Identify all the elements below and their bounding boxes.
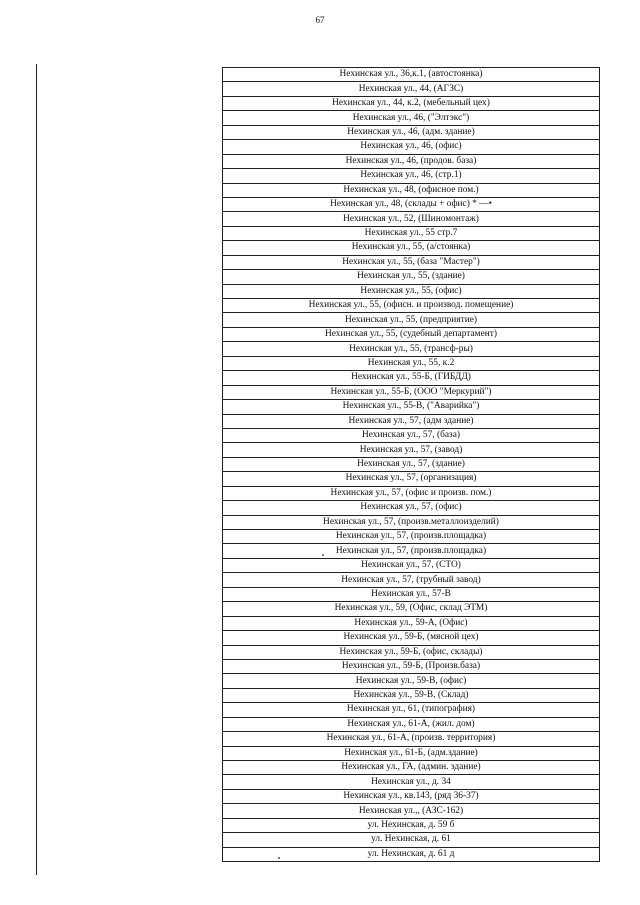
table-row: [223, 573, 600, 587]
table-row: [223, 833, 600, 847]
table-row: [223, 299, 600, 313]
scan-speck: [322, 554, 324, 556]
address-cell: Нехинская ул., 46, ("Элтэкс"): [223, 111, 600, 125]
table-row: [223, 515, 600, 529]
address-cell: Нехинская ул., 57, (произв.площадка): [223, 530, 600, 544]
address-cell: Нехинская ул., ГА, (админ. здание): [223, 761, 600, 775]
table-row: [223, 385, 600, 399]
table-row: [223, 631, 600, 645]
table-row: [223, 761, 600, 775]
address-cell: Нехинская ул., 57, (организация): [223, 472, 600, 486]
table-row: [223, 140, 600, 154]
left-margin-line: [36, 64, 37, 875]
table-row: [223, 645, 600, 659]
table-row: [223, 82, 600, 96]
table-row: [223, 342, 600, 356]
address-cell: Нехинская ул., 55, (здание): [223, 270, 600, 284]
table-row: [223, 125, 600, 139]
table-row: [223, 501, 600, 515]
table-row: [223, 154, 600, 168]
address-cell: Нехинская ул., 55, (судебный департамент): [223, 327, 600, 341]
table-row: [223, 241, 600, 255]
table-row: [223, 789, 600, 803]
address-cell: Нехинская ул., 55, к.2: [223, 356, 600, 370]
address-cell: Нехинская ул., кв.143, (ряд 36-37): [223, 789, 600, 803]
address-cell: Нехинская ул., 59, (Офис, склад ЭТМ): [223, 602, 600, 616]
table-row: [223, 530, 600, 544]
table-row: [223, 587, 600, 601]
table-row: [223, 96, 600, 110]
address-cell: Нехинская ул., 57, (СТО): [223, 558, 600, 572]
address-cell: Нехинская ул., д. 34: [223, 775, 600, 789]
table-row: [223, 414, 600, 428]
address-cell: Нехинская ул., 61-А, (жил. дом): [223, 717, 600, 731]
table-row: [223, 313, 600, 327]
table-row: [223, 544, 600, 558]
address-cell: Нехинская ул., 57, (офис): [223, 501, 600, 515]
address-cell: Нехинская ул., 59-Б, (офис, склады): [223, 645, 600, 659]
address-cell: Нехинская ул., 44, (АГЗС): [223, 82, 600, 96]
address-cell: Нехинская ул., 61-А, (произв. территория): [223, 732, 600, 746]
table-row: [223, 68, 600, 82]
table-row: [223, 616, 600, 630]
address-cell: Нехинская ул., 48, (склады + офис) * —•: [223, 197, 600, 211]
table-row: [223, 356, 600, 370]
address-cell: Нехинская ул., 57, (произв.металлоизделий): [223, 515, 600, 529]
table-row: [223, 472, 600, 486]
table-row: [223, 400, 600, 414]
table-row: [223, 674, 600, 688]
table-row: [223, 212, 600, 226]
address-cell: Нехинская ул., 55, (а/стоянка): [223, 241, 600, 255]
address-cell: Нехинская ул.,, (АЗС-162): [223, 804, 600, 818]
address-table: [222, 67, 600, 862]
table-row: [223, 457, 600, 471]
address-cell: Нехинская ул., 55-Б, (ГИБДД): [223, 371, 600, 385]
table-row: [223, 659, 600, 673]
address-cell: Нехинская ул., 59-Б, (Произв.база): [223, 659, 600, 673]
table-row: [223, 169, 600, 183]
table-row: [223, 371, 600, 385]
table-row: [223, 486, 600, 500]
address-cell: Нехинская ул., 57, (офис и произв. пом.): [223, 486, 600, 500]
address-cell: Нехинская ул., 57, (база): [223, 428, 600, 442]
address-cell: Нехинская ул., 55, (трансф-ры): [223, 342, 600, 356]
address-cell: Нехинская ул., 55-В, ("Аварийка"): [223, 400, 600, 414]
address-table-body: [223, 68, 600, 862]
address-cell: Нехинская ул., 55, (предприятие): [223, 313, 600, 327]
table-row: [223, 111, 600, 125]
table-row: [223, 183, 600, 197]
table-row: [223, 270, 600, 284]
scan-speck: [278, 857, 280, 859]
address-cell: Нехинская ул., 44, к.2, (мебельный цех): [223, 96, 600, 110]
address-cell: Нехинская ул., 46, (офис): [223, 140, 600, 154]
page-number: 67: [315, 15, 325, 25]
address-cell: Нехинская ул., 55, (база "Мастер"): [223, 255, 600, 269]
address-cell: ул. Нехинская, д. 61 д: [223, 847, 600, 861]
table-row: [223, 847, 600, 861]
address-cell: Нехинская ул., 57, (произв.площадка): [223, 544, 600, 558]
address-cell: Нехинская ул., 57, (трубный завод): [223, 573, 600, 587]
address-cell: Нехинская ул., 48, (офисное пом.): [223, 183, 600, 197]
address-cell: Нехинская ул., 46, (адм. здание): [223, 125, 600, 139]
table-row: [223, 775, 600, 789]
address-cell: Нехинская ул., 57-В: [223, 587, 600, 601]
table-row: [223, 732, 600, 746]
address-cell: Нехинская ул., 52, (Шиномонтаж): [223, 212, 600, 226]
table-row: [223, 717, 600, 731]
address-cell: Нехинская ул., 57, (завод): [223, 443, 600, 457]
table-row: [223, 226, 600, 240]
table-row: [223, 558, 600, 572]
table-row: [223, 443, 600, 457]
address-cell: Нехинская ул., 59-Б, (мясной цех): [223, 631, 600, 645]
table-row: [223, 703, 600, 717]
table-row: [223, 818, 600, 832]
address-cell: Нехинская ул., 55, (офис): [223, 284, 600, 298]
table-row: [223, 688, 600, 702]
address-cell: Нехинская ул., 61-Б, (адм.здание): [223, 746, 600, 760]
table-row: [223, 602, 600, 616]
table-row: [223, 804, 600, 818]
address-cell: Нехинская ул., 57, (адм здание): [223, 414, 600, 428]
address-cell: Нехинская ул., 61, (типография): [223, 703, 600, 717]
address-cell: ул. Нехинская, д. 61: [223, 833, 600, 847]
table-row: [223, 746, 600, 760]
address-cell: Нехинская ул., 55-Б, (ООО "Меркурий"): [223, 385, 600, 399]
table-row: [223, 197, 600, 211]
address-cell: Нехинская ул., 46, (стр.1): [223, 169, 600, 183]
table-row: [223, 327, 600, 341]
table-row: [223, 255, 600, 269]
address-cell: Нехинская ул., 55, (офисн. и производ. помещение): [223, 299, 600, 313]
address-cell: Нехинская ул., 55 стр.7: [223, 226, 600, 240]
address-cell: Нехинская ул., 36,к.1, (автостоянка): [223, 68, 600, 82]
table-row: [223, 284, 600, 298]
address-cell: Нехинская ул., 59-В, (офис): [223, 674, 600, 688]
address-cell: Нехинская ул., 59-А, (Офис): [223, 616, 600, 630]
address-cell: Нехинская ул., 46, (продов. база): [223, 154, 600, 168]
address-cell: ул. Нехинская, д. 59 б: [223, 818, 600, 832]
address-cell: Нехинская ул., 57, (здание): [223, 457, 600, 471]
address-cell: Нехинская ул., 59-В, (Склад): [223, 688, 600, 702]
table-row: [223, 428, 600, 442]
